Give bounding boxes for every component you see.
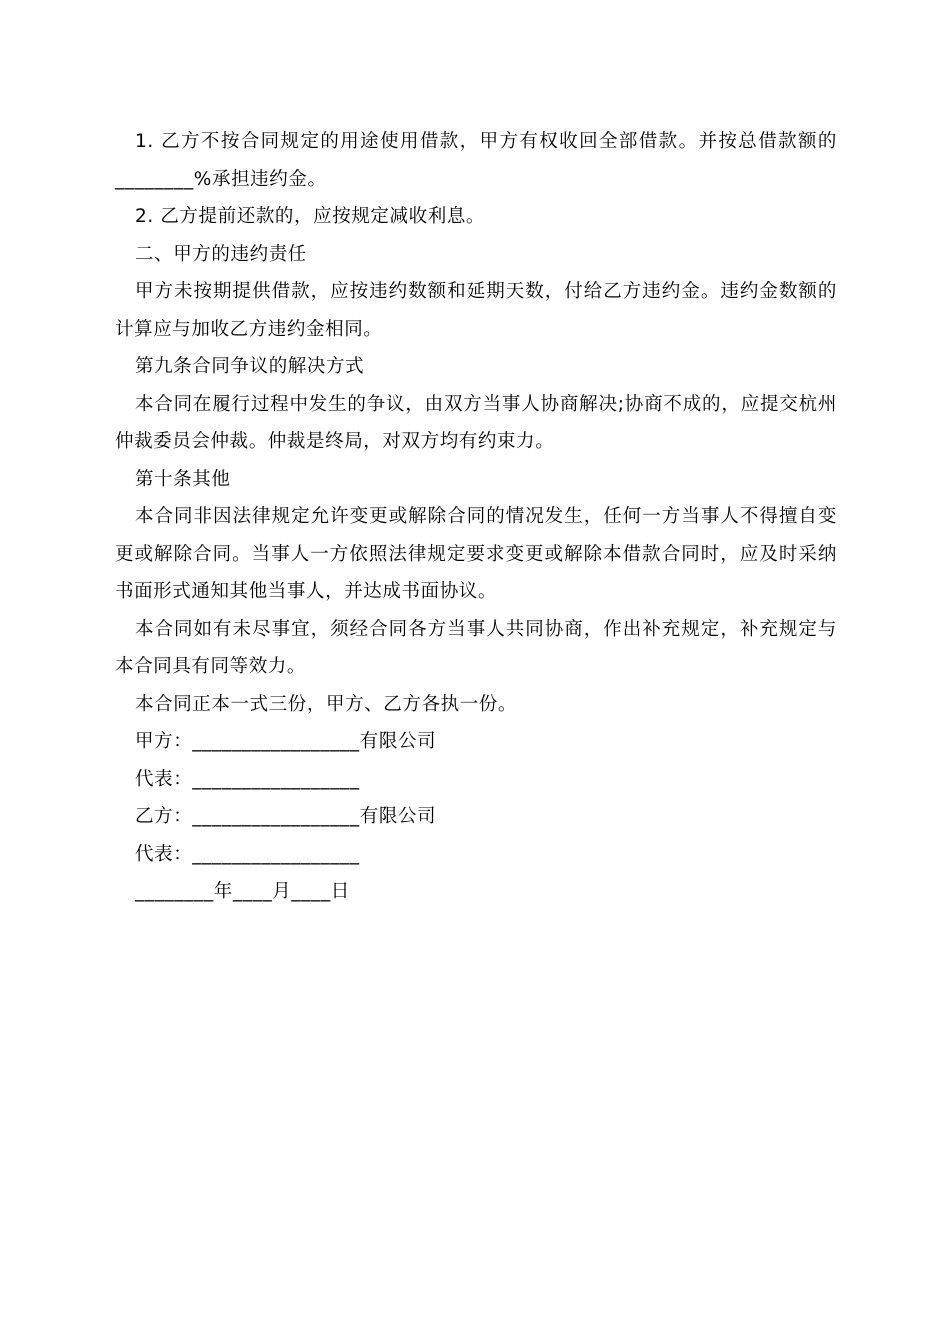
contract-body bbox=[115, 123, 837, 911]
signature-party-b-representative: 代表：_________________ bbox=[135, 843, 360, 865]
signature-party-a: 甲方：_________________有限公司 bbox=[135, 731, 437, 752]
signature-party-a-representative: 代表：_________________ bbox=[135, 768, 360, 790]
article-heading-dispute-resolution: 第九条合同争议的解决方式 bbox=[135, 356, 365, 377]
clause-party-a-late-loan: 甲方未按期提供借款，应按违约数额和延期天数，付给乙方违约金。违约金数额的计算应与加收乙方违约金相同。 bbox=[115, 281, 837, 340]
section-heading-party-a-liability: 二、甲方的违约责任 bbox=[135, 243, 307, 265]
clause-early-repayment: 2. 乙方提前还款的，应按规定减收利息。 bbox=[135, 206, 486, 227]
article-heading-other: 第十条其他 bbox=[135, 468, 231, 490]
clause-supplementary-provisions: 本合同如有未尽事宜，须经合同各方当事人共同协商，作出补充规定，补充规定与本合同具有同等效力。 bbox=[115, 618, 837, 677]
signature-date: ________年____月____日 bbox=[135, 881, 350, 902]
clause-copies: 本合同正本一式三份，甲方、乙方各执一份。 bbox=[135, 693, 518, 715]
clause-breach-usage: 1. 乙方不按合同规定的用途使用借款，甲方有权收回全部借款。并按总借款额的________%承担违约金。 bbox=[115, 131, 837, 190]
signature-party-b: 乙方：_________________有限公司 bbox=[135, 806, 437, 827]
clause-dispute-arbitration: 本合同在履行过程中发生的争议，由双方当事人协商解决;协商不成的，应提交杭州仲裁委员会仲裁。仲裁是终局，对双方均有约束力。 bbox=[115, 393, 837, 452]
clause-contract-modification: 本合同非因法律规定允许变更或解除合同的情况发生，任何一方当事人不得擅自变更或解除合同。当事人一方依照法律规定要求变更或解除本借款合同时，应及时采纳书面形式通知其他当事人，并达成书面协议。 bbox=[115, 506, 837, 602]
